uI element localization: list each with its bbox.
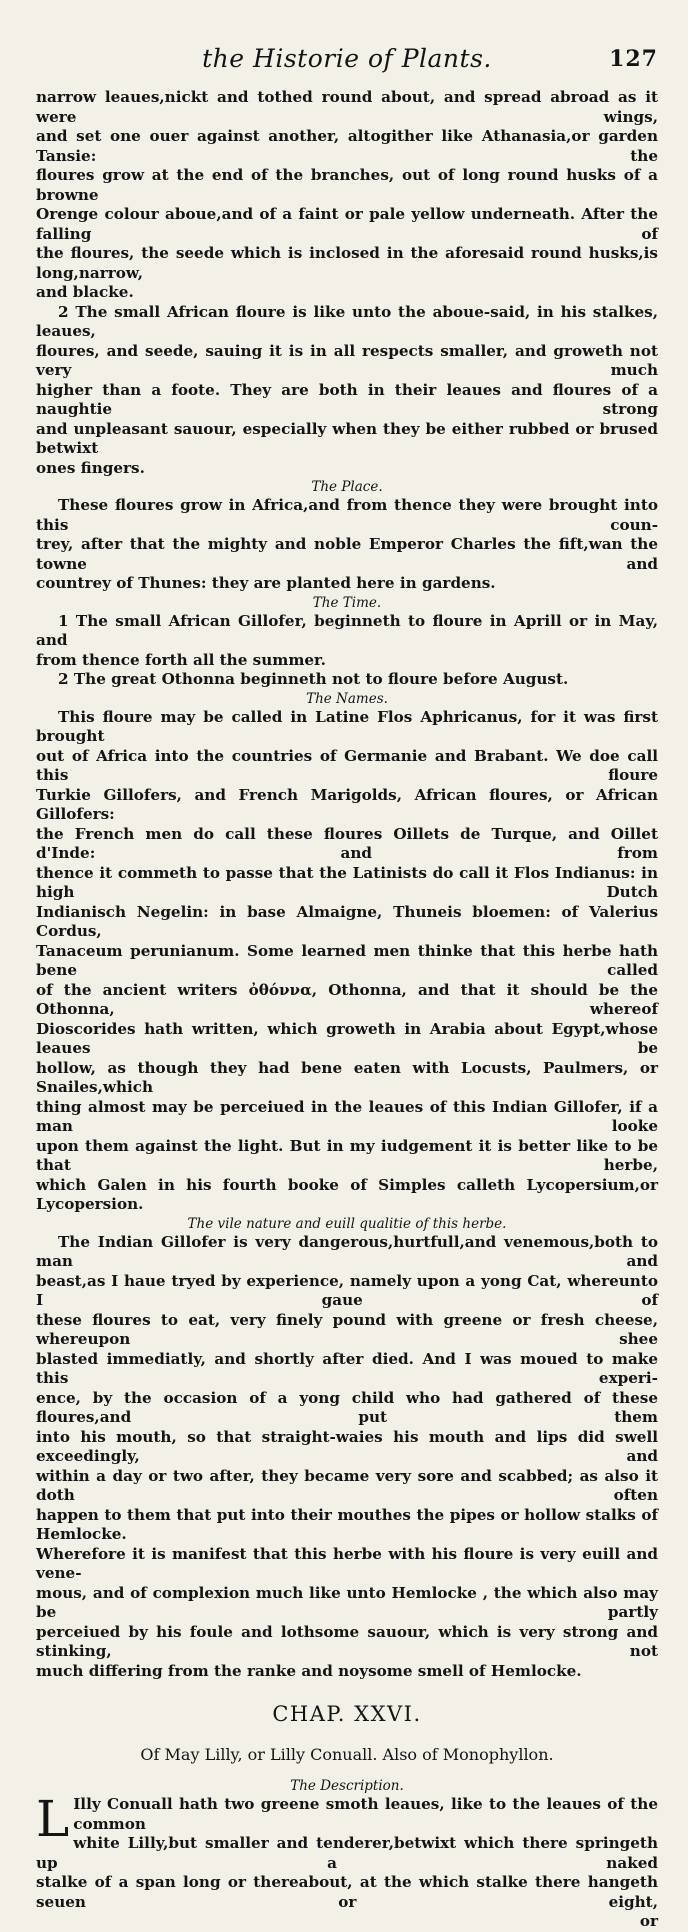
- text-line: into his mouth, so that straight-waies his mouth and lips did swell exceedingly, and: [36, 1427, 658, 1465]
- text-line: and unpleasant sauour, especially when they be either rubbed or brused betwixt: [36, 419, 658, 457]
- text-line: within a day or two after, they became very sore and scabbed; as also it doth often: [36, 1466, 658, 1504]
- text-line: from thence forth all the summer.: [36, 650, 326, 669]
- text-line: This floure may be called in Latine Flos Aphricanus, for it was first brought: [36, 707, 658, 745]
- section-description: [36, 1790, 658, 1932]
- text-line: Indianisch Negelin: in base Almaigne, Thuneis bloemen: of Valerius Cordus,: [36, 902, 658, 940]
- chapter-subtitle: Of May Lilly, or Lilly Conuall. Also of Monophyllon.: [140, 1745, 554, 1764]
- text-line: The Indian Gillofer is very dangerous,hurtfull,and venemous,both to man and: [36, 1232, 658, 1270]
- text-line: These floures grow in Africa,and from thence they were brought into this coun-: [36, 496, 658, 534]
- running-title: the Historie of Plants.: [202, 44, 492, 73]
- text-line: mous, and of complexion much like unto Hemlocke , the which also may be partly: [36, 1583, 658, 1621]
- text-line: and blacke.: [36, 283, 134, 301]
- text-line: white Lilly,but smaller and tenderer,betwixt which there springeth up a naked: [36, 1834, 658, 1872]
- page-body: [36, 88, 658, 1932]
- text-line: narrow leaues,nickt and tothed round about, and spread abroad as it were wings,: [36, 88, 658, 126]
- section-names: [36, 708, 658, 1215]
- text-line: thing almost may be perceiued in the leaues of this Indian Gillofer, if a man looke: [36, 1097, 658, 1135]
- section-heading-vile-nature: The vile nature and euill qualitie of this herbe.: [187, 1215, 507, 1232]
- description-continued: [36, 88, 658, 303]
- text-line: happen to them that put into their mouthes the pipes or hollow stalks of Hemlocke.: [36, 1505, 658, 1543]
- text-line: thence it commeth to passe that the Latinists do call it Flos Indianus: in high Dutch: [36, 863, 658, 901]
- section-heading-place: The Place.: [311, 479, 383, 495]
- text-line: trey, after that the mighty and noble Emperor Charles the fift,wan the towne and: [36, 535, 658, 573]
- text-line: perceiued by his foule and lothsome sauour, which is very strong and stinking, not: [36, 1622, 658, 1660]
- text-line: the French men do call these floures Oillets de Turque, and Oillet d'Inde: and from: [36, 824, 658, 862]
- drop-cap: L: [36, 1790, 70, 1848]
- text-line: floures, and seede, sauing it is in all respects smaller, and groweth not very much: [36, 341, 658, 379]
- page-header: [36, 44, 658, 84]
- text-line: Illy Conuall hath two greene smoth leaues, like to the leaues of the common: [73, 1795, 658, 1833]
- text-line: much differing from the ranke and noysome smell of Hemlocke.: [36, 1661, 582, 1680]
- text-line: out of Africa into the countries of Germanie and Brabant. We doe call this floure: [36, 746, 658, 784]
- page-number: 127: [609, 46, 658, 72]
- text-line: higher than a foote. They are both in their leaues and floures of a naughtie strong: [36, 380, 658, 418]
- text-line: countrey of Thunes: they are planted here in gardens.: [36, 574, 496, 592]
- chapter-title: CHAP. XXVI.: [272, 1702, 422, 1726]
- text-line: Tanaceum perunianum. Some learned men thinke that this herbe hath bene called: [36, 941, 658, 979]
- section-heading-names: The Names.: [306, 690, 388, 707]
- text-line: 2 The great Othonna beginneth not to floure before August.: [58, 670, 569, 688]
- section-place: [36, 496, 658, 594]
- text-line: the floures, the seede which is inclosed in the aforesaid round husks,is long,narrow,: [36, 244, 658, 282]
- text-line: 2 The small African floure is like unto the aboue-said, in his stalkes, leaues,: [36, 302, 658, 340]
- text-line: ones fingers.: [36, 458, 145, 477]
- text-line: upon them against the light. But in my iudgement it is better like to be that herbe,: [36, 1136, 658, 1174]
- text-line: and set one ouer against another, altogither like Athanasia,or garden Tansie: the: [36, 127, 658, 165]
- text-line: 1 The small African Gillofer, beginneth to floure in Aprill or in May, and: [36, 611, 658, 649]
- text-line: Turkie Gillofers, and French Marigolds, African floures, or African Gillofers:: [36, 785, 658, 823]
- section-heading-description: The Description.: [290, 1778, 404, 1794]
- text-line: stalke of a span long or thereabout, at the which stalke there hangeth seuen or eight,: [36, 1873, 658, 1911]
- section-vile-nature: [36, 1233, 658, 1682]
- text-line: ence, by the occasion of a yong child who had gathered of these floures,and put them: [36, 1388, 658, 1426]
- text-line: Wherefore it is manifest that this herbe with his floure is very euill and vene-: [36, 1544, 658, 1582]
- text-line: which Galen in his fourth booke of Simples calleth Lycopersium,or Lycopersion.: [36, 1175, 658, 1213]
- paragraph-small-african-floure: [36, 303, 658, 479]
- text-line: Orenge colour aboue,and of a faint or pale yellow underneath. After the falling of: [36, 205, 658, 243]
- text-line: of the ancient writers ὀθόννα, Othonna, and that it should be the Othonna, whereof: [36, 980, 658, 1018]
- text-line: blasted immediatly, and shortly after died. And I was moued to make this experi-: [36, 1349, 658, 1387]
- text-line: Dioscorides hath written, which groweth in Arabia about Egypt,whose leaues be: [36, 1019, 658, 1057]
- text-line: beast,as I haue tryed by experience, namely upon a yong Cat, whereunto I gaue of: [36, 1271, 658, 1309]
- text-line: hollow, as though they had bene eaten with Locusts, Paulmers, or Snailes,which: [36, 1058, 658, 1096]
- catchword: or: [639, 1912, 658, 1930]
- text-line: floures grow at the end of the branches, out of long round husks of a browne: [36, 166, 658, 204]
- section-time: [36, 612, 658, 690]
- text-line: these floures to eat, very finely pound with greene or fresh cheese, whereupon shee: [36, 1310, 658, 1348]
- section-heading-time: The Time.: [312, 594, 382, 611]
